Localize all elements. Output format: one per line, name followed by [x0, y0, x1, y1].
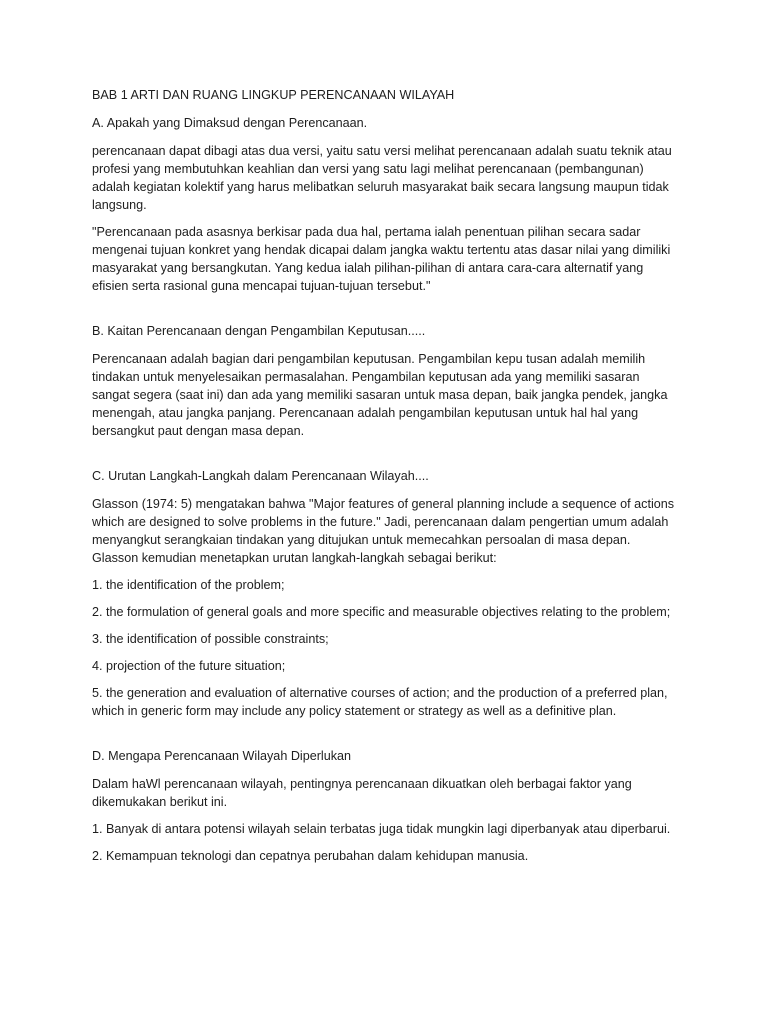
section-a-paragraph: perencanaan dapat dibagi atas dua versi, yaitu satu versi melihat perencanaan adalah suatu teknik atau profesi yang membutuhkan keahlian dan versi yang satu lagi melihat perencanaan (pembangunan) adalah kegiatan kolektif yang harus melibatkan seluruh masyarakat baik secara langsung maupun tidak langsung. [92, 144, 672, 212]
document-title: BAB 1 ARTI DAN RUANG LINGKUP PERENCANAAN WILAYAH [92, 88, 455, 102]
section-a-heading: A. Apakah yang Dimaksud dengan Perencanaan. [92, 116, 368, 130]
section-d-heading: D. Mengapa Perencanaan Wilayah Diperlukan [92, 749, 352, 763]
section-c-paragraph: Glasson (1974: 5) mengatakan bahwa "Major features of general planning include a sequence of actions which are designed to solve problems in the future." Jadi, perencanaan dalam pengertian umum adalah menyangkut serangkaian tindakan yang ditujukan untuk memecahkan persoalan di masa depan. Glasson kemudian menetapkan urutan langkah-langkah sebagai berikut: [92, 497, 675, 565]
list-item: 2. Kemampuan teknologi dan cepatnya perubahan dalam kehidupan manusia. [92, 849, 529, 863]
section-spacer [92, 729, 680, 747]
section-c-heading: C. Urutan Langkah-Langkah dalam Perencanaan Wilayah.... [92, 469, 429, 483]
list-item: 1. Banyak di antara potensi wilayah selain terbatas juga tidak mungkin lagi diperbanyak atau diperbarui. [92, 822, 671, 836]
section-a-quote: "Perencanaan pada asasnya berkisar pada dua hal, pertama ialah penentuan pilihan secara sadar mengenai tujuan konkret yang hendak dicapai dalam jangka waktu tertentu atas dasar nilai yang dimiliki masyarakat yang bersangkutan. Yang kedua ialah pilihan-pilihan di antara cara-cara alternatif yang efisien serta rasional guna mencapai tujuan-tujuan tersebut." [92, 225, 671, 293]
list-item: 1. the identification of the problem; [92, 578, 285, 592]
list-item: 3. the identification of possible constraints; [92, 632, 329, 646]
list-item: 5. the generation and evaluation of alternative courses of action; and the production of a preferred plan, which in generic form may include any policy statement or strategy as well as a definitive plan. [92, 686, 668, 718]
section-spacer [92, 449, 680, 467]
list-item: 2. the formulation of general goals and more specific and measurable objectives relating to the problem; [92, 605, 671, 619]
list-item: 4. projection of the future situation; [92, 659, 286, 673]
section-b-heading: B. Kaitan Perencanaan dengan Pengambilan Keputusan..... [92, 324, 426, 338]
section-d-paragraph: Dalam haWl perencanaan wilayah, pentingnya perencanaan dikuatkan oleh berbagai faktor yang dikemukakan berikut ini. [92, 777, 632, 809]
document-page [92, 86, 680, 874]
section-b-paragraph: Perencanaan adalah bagian dari pengambilan keputusan. Pengambilan kepu tusan adalah memilih tindakan untuk menyelesaikan permasalahan. Pengambilan keputusan ada yang memiliki sasaran sangat segera (saat ini) dan ada yang memiliki sasaran untuk masa depan, baik jangka pendek, jangka menengah, atau jangka panjang. Perencanaan adalah pengambilan keputusan untuk hal hal yang bersangkut paut dengan masa depan. [92, 352, 668, 438]
section-spacer [92, 304, 680, 322]
